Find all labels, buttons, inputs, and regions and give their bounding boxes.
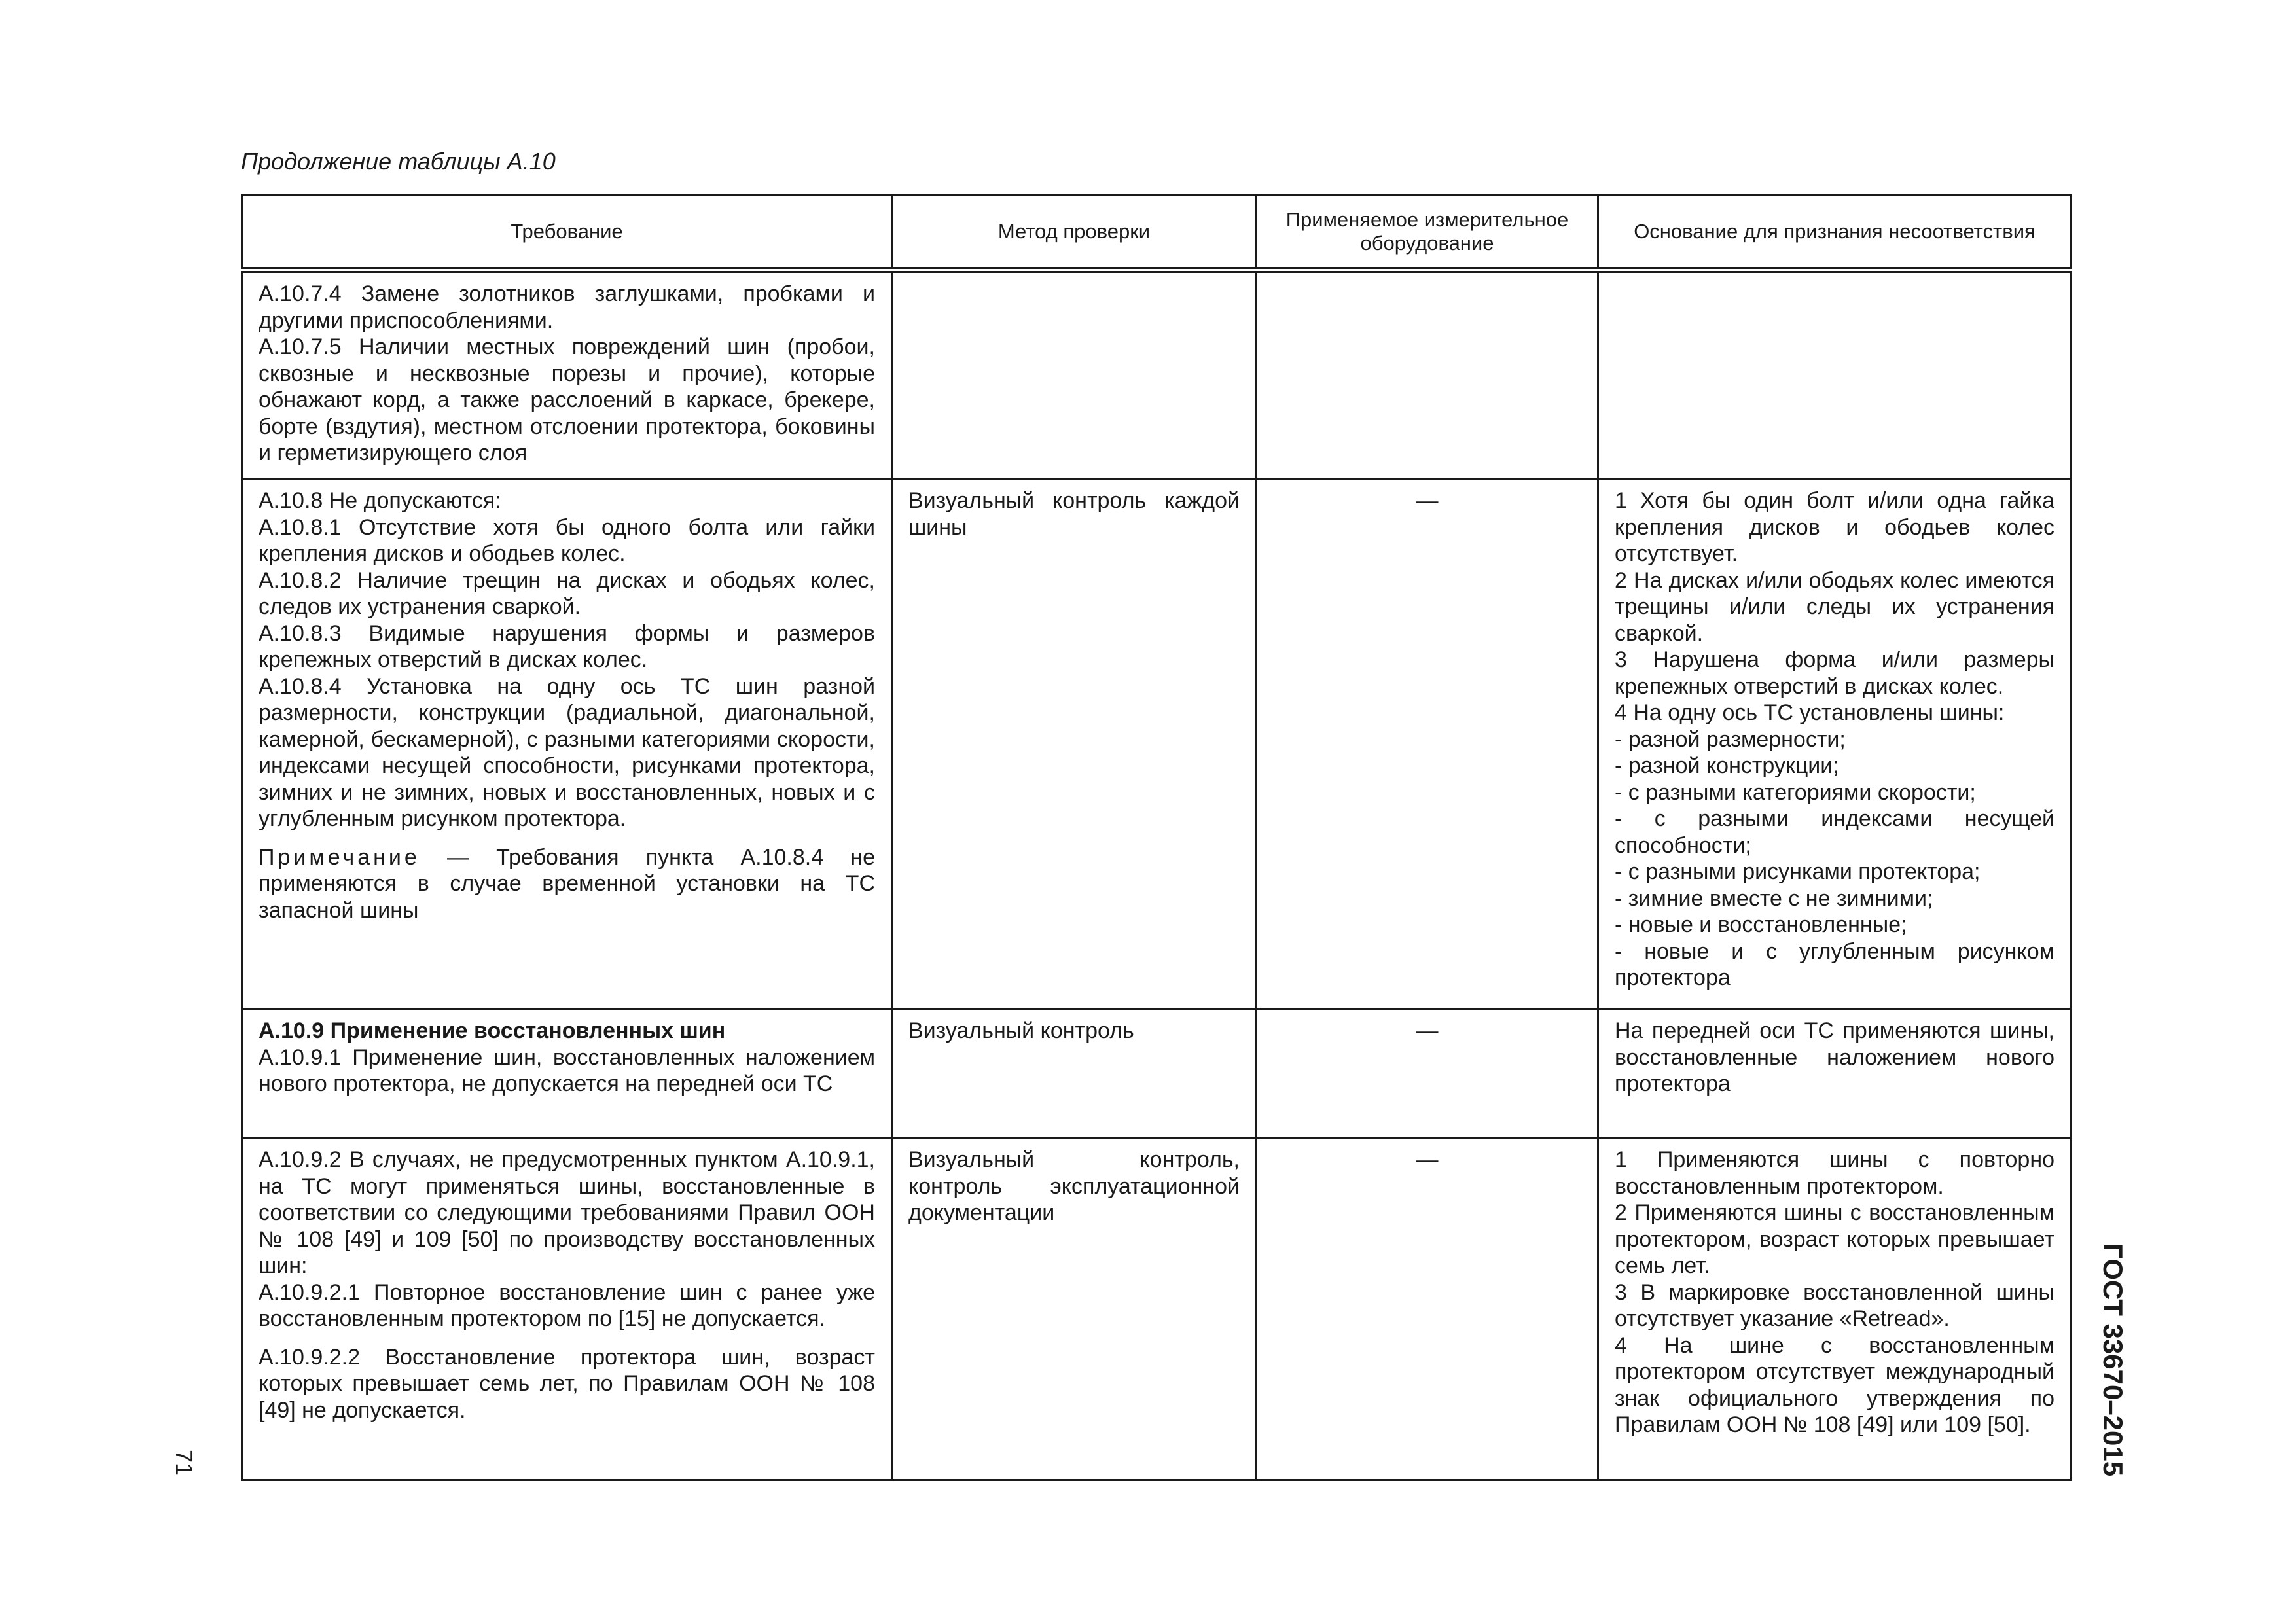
header-equipment: Применяемое измерительное оборудование xyxy=(1257,196,1598,270)
basis-text: 2 На дисках и/или ободьях колес имеются трещины и/или следы их устранения сваркой. xyxy=(1615,567,2054,646)
table-row xyxy=(242,1009,2072,1138)
note-text: — Требования пункта А.10.8.4 не применяются в случае временной установки на ТС запасной шины xyxy=(259,844,875,923)
basis-text: - новые и восстановленные; xyxy=(1615,912,1907,937)
header-basis: Основание для признания несоответствия xyxy=(1598,196,2072,270)
basis-cell xyxy=(1598,1138,2072,1480)
method-cell xyxy=(892,479,1257,1009)
note-label: Примечание xyxy=(259,844,420,870)
requirement-text: А.10.8.1 Отсутствие хотя бы одного болта или гайки крепления дисков и ободьев колес. xyxy=(259,514,875,566)
basis-text: 1 Хотя бы один болт и/или одна гайка крепления дисков и ободьев колес отсутствует. xyxy=(1615,488,2054,566)
basis-text: 3 Нарушена форма и/или размеры крепежных отверстий в дисках колес. xyxy=(1615,647,2054,699)
table-header-row xyxy=(242,196,2072,270)
table-row xyxy=(242,1138,2072,1480)
method-text: Визуальный контроль xyxy=(908,1018,1134,1043)
basis-cell xyxy=(1598,1009,2072,1138)
header-requirement: Требование xyxy=(242,196,892,270)
requirement-title: А.10.9 Применение восстановленных шин xyxy=(259,1018,726,1043)
equipment-text: — xyxy=(1416,1147,1439,1172)
requirement-cell xyxy=(242,1009,892,1138)
requirement-text: А.10.7.4 Замене золотников заглушками, пробками и другими приспособлениями. xyxy=(259,281,875,333)
equipment-text: — xyxy=(1416,1018,1439,1043)
basis-text: - разной конструкции; xyxy=(1615,753,1839,778)
note xyxy=(259,844,875,924)
method-cell xyxy=(892,1009,1257,1138)
basis-text: 1 Применяются шины с повторно восстановленным протектором. xyxy=(1615,1147,2054,1199)
method-cell xyxy=(892,1138,1257,1480)
basis-text: На передней оси ТС применяются шины, восстановленные наложением нового протектора xyxy=(1615,1018,2054,1096)
table-row xyxy=(242,479,2072,1009)
page-number: 71 xyxy=(171,1450,198,1476)
requirement-text: А.10.9.2 В случаях, не предусмотренных пунктом А.10.9.1, на ТС могут применяться шины, восстановленные в соответствии со следующими требованиями Правил ООН № 108 [49] и 109 [50] по производству восстановленных шин: xyxy=(259,1147,875,1278)
requirement-text: А.10.9.2.1 Повторное восстановление шин с ранее уже восстановленным протектором по [15] не допускается. xyxy=(259,1279,875,1331)
requirement-text: А.10.8.3 Видимые нарушения формы и размеров крепежных отверстий в дисках колес. xyxy=(259,620,875,672)
basis-text: - новые и с углубленным рисунком протектора xyxy=(1615,938,2054,990)
requirement-text: А.10.8 Не допускаются: xyxy=(259,488,501,513)
requirement-text: А.10.9.2.2 Восстановление протектора шин, возраст которых превышает семь лет, по Правилам ООН № 108 [49] не допускается. xyxy=(259,1344,875,1423)
equipment-cell xyxy=(1257,1009,1598,1138)
basis-cell xyxy=(1598,479,2072,1009)
method-cell xyxy=(892,270,1257,479)
basis-text: - разной размерности; xyxy=(1615,726,1846,752)
equipment-cell xyxy=(1257,270,1598,479)
method-text: Визуальный контроль, контроль эксплуатационной документации xyxy=(908,1147,1240,1225)
requirement-cell xyxy=(242,479,892,1009)
basis-text: - зимние вместе с не зимними; xyxy=(1615,885,1933,911)
basis-text: 4 На одну ось ТС установлены шины: xyxy=(1615,700,2005,725)
requirement-cell xyxy=(242,270,892,479)
method-text: Визуальный контроль каждой шины xyxy=(908,488,1240,540)
table-row xyxy=(242,270,2072,479)
basis-text: - с разными рисунками протектора; xyxy=(1615,859,1981,884)
basis-text: 3 В маркировке восстановленной шины отсутствует указание «Retread». xyxy=(1615,1279,2054,1331)
basis-cell xyxy=(1598,270,2072,479)
header-method: Метод проверки xyxy=(892,196,1257,270)
basis-text: - с разными индексами несущей способности; xyxy=(1615,806,2054,858)
standard-code: ГОСТ 33670–2015 xyxy=(2098,1243,2128,1477)
equipment-cell xyxy=(1257,479,1598,1009)
basis-text: 2 Применяются шины с восстановленным протектором, возраст которых превышает семь лет. xyxy=(1615,1200,2054,1278)
requirement-text: А.10.7.5 Наличии местных повреждений шин (пробои, сквозные и несквозные порезы и прочие), которые обнажают корд, а также расслоений в каркасе, брекере, борте (вздутия), местном отслоении протектора, боковины и герметизирующего слоя xyxy=(259,334,875,465)
table-caption: Продолжение таблицы А.10 xyxy=(241,148,556,175)
equipment-cell xyxy=(1257,1138,1598,1480)
requirement-cell xyxy=(242,1138,892,1480)
requirement-text: А.10.9.1 Применение шин, восстановленных наложением нового протектора, не допускается на передней оси ТС xyxy=(259,1044,875,1096)
requirements-table xyxy=(241,194,2072,1481)
equipment-text: — xyxy=(1416,488,1439,513)
requirement-text: А.10.8.2 Наличие трещин на дисках и ободьях колес, следов их устранения сваркой. xyxy=(259,567,875,619)
requirement-text: А.10.8.4 Установка на одну ось ТС шин разной размерности, конструкции (радиальной, диагональной, камерной, бескамерной), с разными категориями скорости, индексами несущей способности, рисунками протектора, зимних и не зимних, новых и восстановленных, новых и с углубленным рисунком протектора. xyxy=(259,673,875,831)
basis-text: - с разными категориями скорости; xyxy=(1615,779,1976,805)
basis-text: 4 На шине с восстановленным протектором отсутствует международный знак официального утверждения по Правилам ООН № 108 [49] или 109 [50]. xyxy=(1615,1332,2054,1437)
